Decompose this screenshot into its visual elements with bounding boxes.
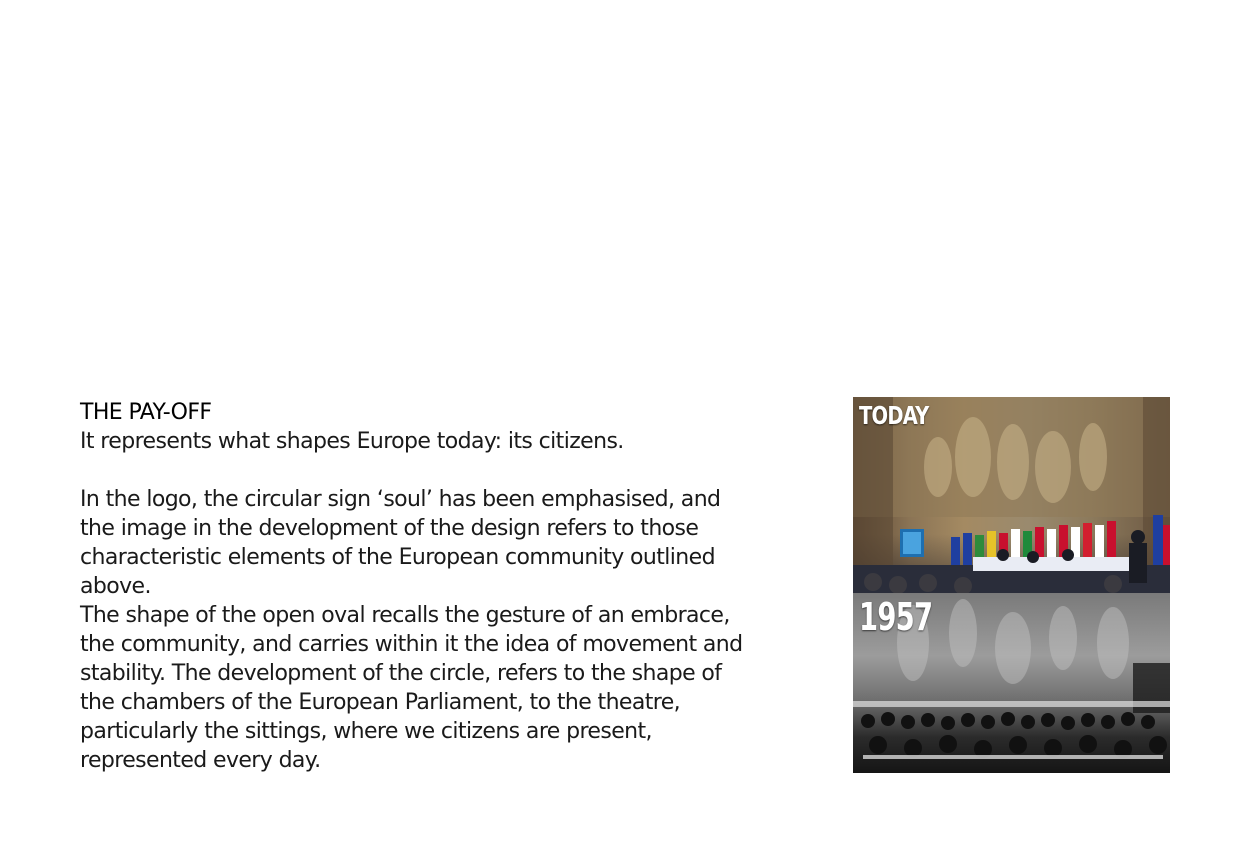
body-text-block (80, 398, 760, 775)
oval-paragraph: The shape of the open oval recalls the gesture of an embrace, the community, and carries within it the idea of movement and stability. The development of the circle, refers to the shape of the chambers of the European Parliament, to the theatre, particularly the sittings, where we citizens are present, represented every day. (80, 603, 743, 773)
section-heading: THE PAY-OFF (80, 400, 212, 425)
comparison-photo-panel (853, 397, 1170, 773)
logo-paragraph: In the logo, the circular sign ‘soul’ has been emphasised, and the image in the development of the design refers to those characteristic elements of the European community outlined above. (80, 487, 721, 599)
intro-paragraph: It represents what shapes Europe today: its citizens. (80, 429, 624, 454)
today-photo (853, 397, 1170, 593)
paragraph-spacer (80, 456, 760, 485)
1957-photo (853, 593, 1170, 773)
1957-label: 1957 (859, 595, 933, 639)
today-label: TODAY (859, 401, 929, 430)
